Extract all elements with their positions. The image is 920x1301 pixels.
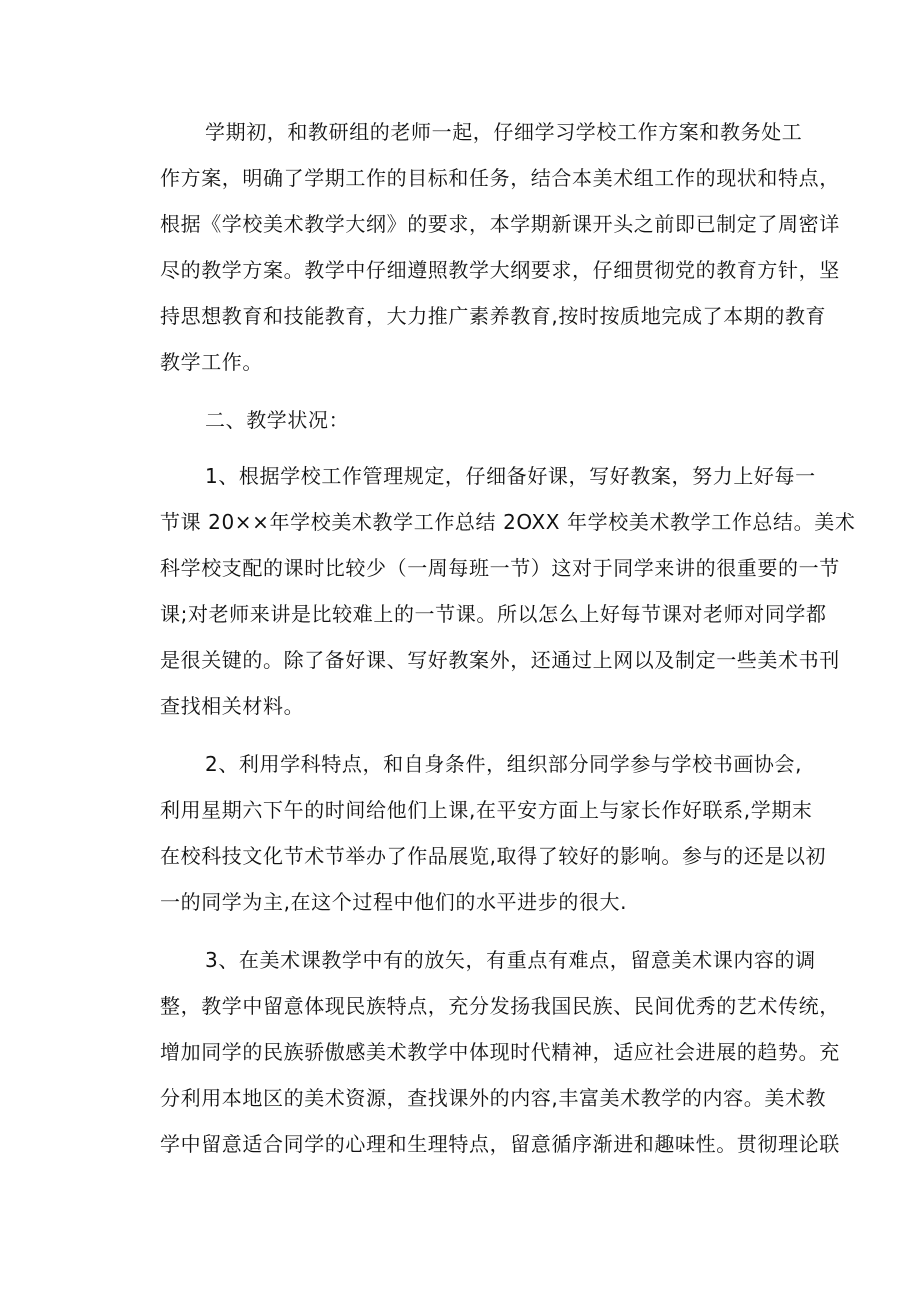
paragraph-4-line-5: 学中留意适合同学的心理和生理特点，留意循序渐进和趣味性。贯彻理论联: [160, 1132, 840, 1156]
paragraph-4-line-1: 3、在美术课教学中有的放矢，有重点有难点，留意美术课内容的调: [205, 948, 816, 972]
paragraph-3-line-1: 2、利用学科特点，和自身条件，组织部分同学参与学校书画协会,: [205, 752, 803, 776]
paragraph-2-line-2: 节课 20××年学校美术教学工作总结 2OXX 年学校美术教学工作总结。美术: [160, 510, 856, 534]
paragraph-3-line-2: 利用星期六下午的时间给他们上课,在平安方面上与家长作好联系,学期末: [160, 798, 813, 822]
paragraph-3-line-3: 在校科技文化节术节举办了作品展览,取得了较好的影响。参与的还是以初: [160, 844, 827, 868]
paragraph-1-line-3: 根据《学校美术教学大纲》的要求，本学期新课开头之前即已制定了周密详: [160, 212, 840, 236]
paragraph-2-line-3: 科学校支配的课时比较少（一周每班一节）这对于同学来讲的很重要的一节: [160, 556, 840, 580]
paragraph-1-line-4: 尽的教学方案。教学中仔细遵照教学大纲要求，仔细贯彻党的教育方针，坚: [160, 258, 840, 282]
paragraph-1-line-6: 教学工作。: [160, 350, 263, 374]
paragraph-4-line-4: 分利用本地区的美术资源，查找课外的内容,丰富美术教学的内容。美术教: [160, 1086, 827, 1110]
paragraph-1-line-2: 作方案，明确了学期工作的目标和任务，结合本美术组工作的现状和特点，: [160, 166, 840, 190]
paragraph-2-line-5: 是很关键的。除了备好课、写好教案外，还通过上网以及制定一些美术书刊: [160, 648, 840, 672]
paragraph-1-line-1: 学期初，和教研组的老师一起，仔细学习学校工作方案和教务处工: [205, 120, 803, 144]
paragraph-2-line-1: 1、根据学校工作管理规定，仔细备好课，写好教案，努力上好每一: [205, 464, 816, 488]
paragraph-4-line-2: 整，教学中留意体现民族特点，充分发扬我国民族、民间优秀的艺术传统，: [160, 994, 840, 1018]
paragraph-4-line-3: 增加同学的民族骄傲感美术教学中体现时代精神，适应社会进展的趋势。充: [160, 1040, 840, 1064]
paragraph-3-line-4: 一的同学为主,在这个过程中他们的水平进步的很大.: [160, 890, 628, 914]
paragraph-1-line-5: 持思想教育和技能教育，大力推广素养教育,按时按质地完成了本期的教育: [160, 304, 827, 328]
section-heading: 二、教学状况：: [205, 408, 350, 432]
paragraph-2-line-4: 课;对老师来讲是比较难上的一节课。所以怎么上好每节课对老师对同学都: [160, 602, 827, 626]
paragraph-2-line-6: 查找相关材料。: [160, 694, 305, 718]
